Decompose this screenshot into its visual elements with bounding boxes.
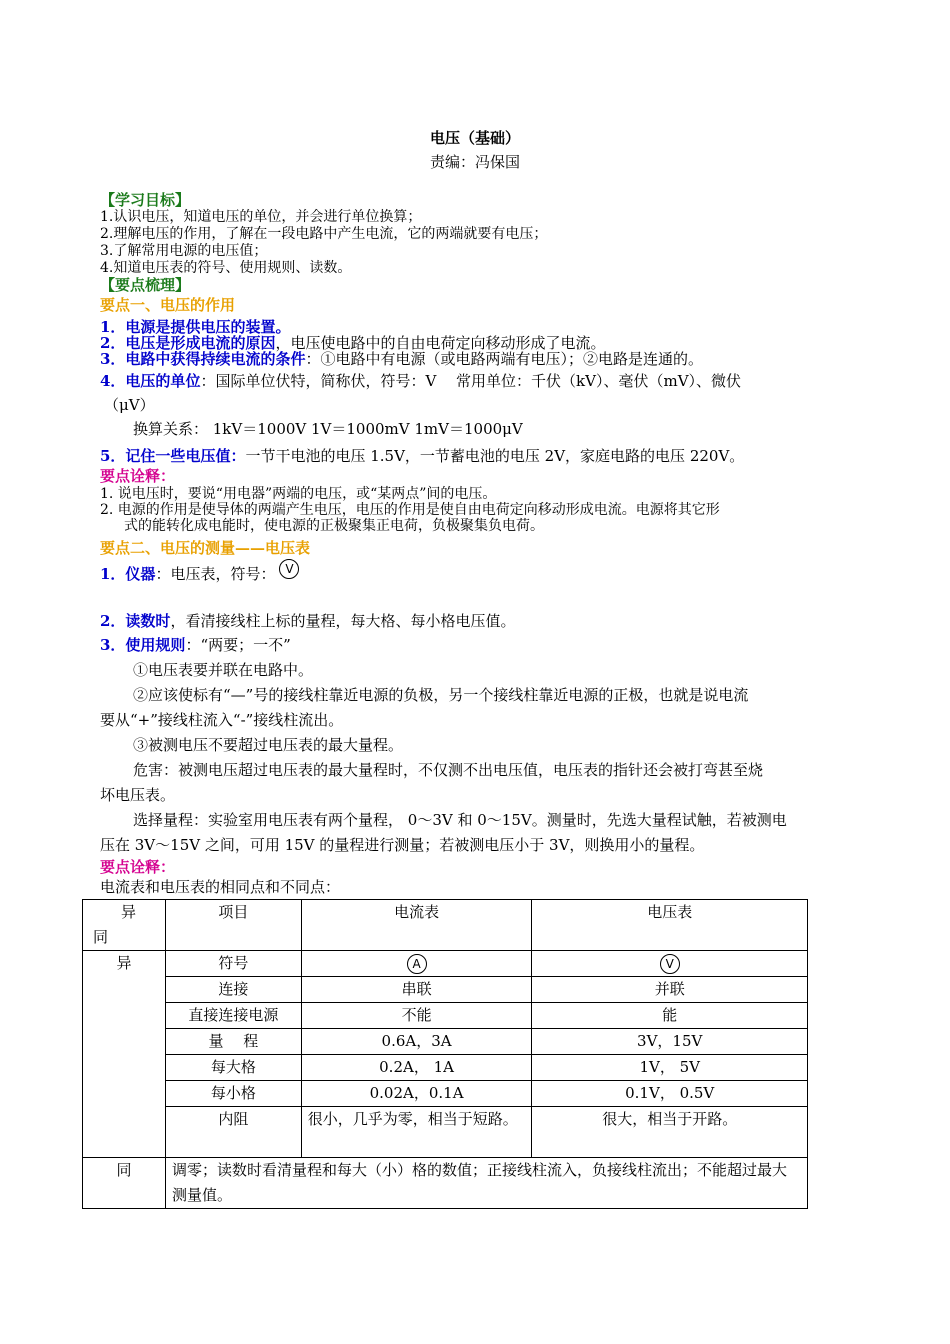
same-text: 调零；读数时看清量程和每大（小）格的数值；正接线柱流入，负接线柱流出；不能超过最大测量值。 [165,1158,807,1209]
goal-item: 1.认识电压，知道电压的单位，并会进行单位换算； [100,209,422,225]
goal-item: 2.理解电压的作用，了解在一段电路中产生电流，它的两端就要有电压； [100,226,548,242]
voltmeter-symbol-icon: V [279,559,299,579]
goals-heading: 【学习目标】 [100,191,191,209]
line4-bold: 4．电压的单位 [100,372,201,390]
reading-bold: 2．读数时 [100,612,171,630]
rule-item-cont: 要从“+”接线柱流入“-”接线柱流出。 [100,711,344,729]
header-item: 项目 [165,900,301,951]
instrument-bold: 1．仪器 [100,565,156,583]
table-row [83,1107,808,1158]
note1-title: 要点诠释： [100,467,176,485]
ammeter-cell: 0.2A， 1A [301,1055,532,1081]
row-item: 连接 [165,977,301,1003]
row-item: 每大格 [165,1055,301,1081]
reading-rest: ，看清接线柱上标的量程，每大格、每小格电压值。 [170,612,516,630]
voltmeter-cell: 能 [532,1003,808,1029]
voltmeter-symbol-icon: V [660,954,680,974]
table-row [83,1055,808,1081]
range-text: 选择量程：实验室用电压表有两个量程， 0～3V 和 0～15V。测量时，先选大量程试触，若被测电 [133,811,787,829]
row-item: 每小格 [165,1081,301,1107]
point2-line3 [100,636,291,654]
point1-line4 [100,372,741,390]
goal-item: 4.知道电压表的符号、使用规则、读数。 [100,260,352,276]
table-row [83,977,808,1003]
point2-line1 [100,562,299,585]
comparison-table [82,899,808,1209]
rules-bold: 3．使用规则 [100,636,186,654]
point1-line1: 1．电源是提供电压的装置。 [100,318,291,336]
summary-heading: 【要点梳理】 [100,276,191,294]
note-item: 1. 说电压时，要说“用电器”两端的电压，或“某两点”间的电压。 [100,486,497,502]
instrument-rest: ：电压表，符号： [155,565,276,583]
header-voltmeter: 电压表 [532,900,808,951]
table-intro: 电流表和电压表的相同点和不同点： [100,878,341,896]
line3-bold: 3．电路中获得持续电流的条件 [100,350,306,368]
corner-bottom: 同 [93,928,109,946]
point1-line3 [100,350,703,368]
ammeter-cell: 不能 [301,1003,532,1029]
point1-line4-cont: （μV） [104,396,155,414]
line5-rest: 一节干电池的电压 1.5V，一节蓄电池的电压 2V，家庭电路的电压 220V。 [245,447,745,465]
voltmeter-cell: 1V， 5V [532,1055,808,1081]
harm-text-cont: 坏电压表。 [100,786,176,804]
ammeter-cell: 0.02A，0.1A [301,1081,532,1107]
editor-line: 责编：冯保国 [429,153,520,171]
voltmeter-cell: 0.1V， 0.5V [532,1081,808,1107]
corner-top: 异 [121,903,137,921]
line4-rest: ：国际单位伏特，简称伏，符号：V 常用单位：千伏（kV）、毫伏（mV）、微伏 [200,372,742,390]
row-item: 量 程 [165,1029,301,1055]
same-label: 同 [83,1158,166,1209]
row-item: 符号 [165,951,301,977]
note-item: 2. 电源的作用是使导体的两端产生电压，电压的作用是使自由电荷定向移动形成电流。电源将其它形 [100,502,720,518]
page-title: 电压（基础） [429,129,520,147]
goal-item: 3.了解常用电源的电压值； [100,243,268,259]
point1-line5 [100,447,744,465]
point2-title: 要点二、电压的测量——电压表 [100,539,311,557]
table-row-same [83,1158,808,1209]
ammeter-cell: 串联 [301,977,532,1003]
line2-bold: 2．电压是形成电流的原因 [100,334,276,352]
row-item: 内阻 [165,1107,301,1158]
ammeter-cell: 0.6A，3A [301,1029,532,1055]
harm-text: 危害：被测电压超过电压表的最大量程时，不仅测不出电压值，电压表的指针还会被打弯甚至烧 [133,761,764,779]
ammeter-symbol-icon: A [407,954,427,974]
line3-rest: ：①电路中有电源（或电路两端有电压）；②电路是连通的。 [305,350,703,368]
rules-rest: ：“两要；一不” [185,636,291,654]
row-item: 直接连接电源 [165,1003,301,1029]
table-row [83,951,808,977]
table-row [83,1029,808,1055]
rule-item: ③被测电压不要超过电压表的最大量程。 [133,736,404,754]
point1-title: 要点一、电压的作用 [100,296,236,314]
voltmeter-cell [532,951,808,977]
voltmeter-cell: 并联 [532,977,808,1003]
voltmeter-cell: 很大，相当于开路。 [532,1107,808,1158]
unit-conversion: 换算关系： 1kV＝1000V 1V＝1000mV 1mV＝1000μV [133,420,523,438]
ammeter-cell [301,951,532,977]
table-row [83,1081,808,1107]
range-text-cont: 压在 3V～15V 之间，可用 15V 的量程进行测量；若被测电压小于 3V，则换用小的量程。 [100,836,705,854]
line5-bold: 5．记住一些电压值： [100,447,246,465]
table-row [83,1003,808,1029]
rule-item: ①电压表要并联在电路中。 [133,661,314,679]
note2-title: 要点诠释： [100,858,176,876]
diff-label: 异 [83,951,166,1158]
rule-item: ②应该使标有“—”号的接线柱靠近电源的负极，另一个接线柱靠近电源的正极，也就是说电流 [133,686,749,704]
point2-line2 [100,612,515,630]
ammeter-cell: 很小，几乎为零，相当于短路。 [301,1107,532,1158]
table-header-row [83,900,808,951]
header-ammeter: 电流表 [301,900,532,951]
corner-cell [83,900,166,951]
line2-rest: ，电压使电路中的自由电荷定向移动形成了电流。 [275,334,606,352]
note-item-cont: 式的能转化成电能时，使电源的正极聚集正电荷，负极聚集负电荷。 [124,518,544,534]
voltmeter-cell: 3V，15V [532,1029,808,1055]
